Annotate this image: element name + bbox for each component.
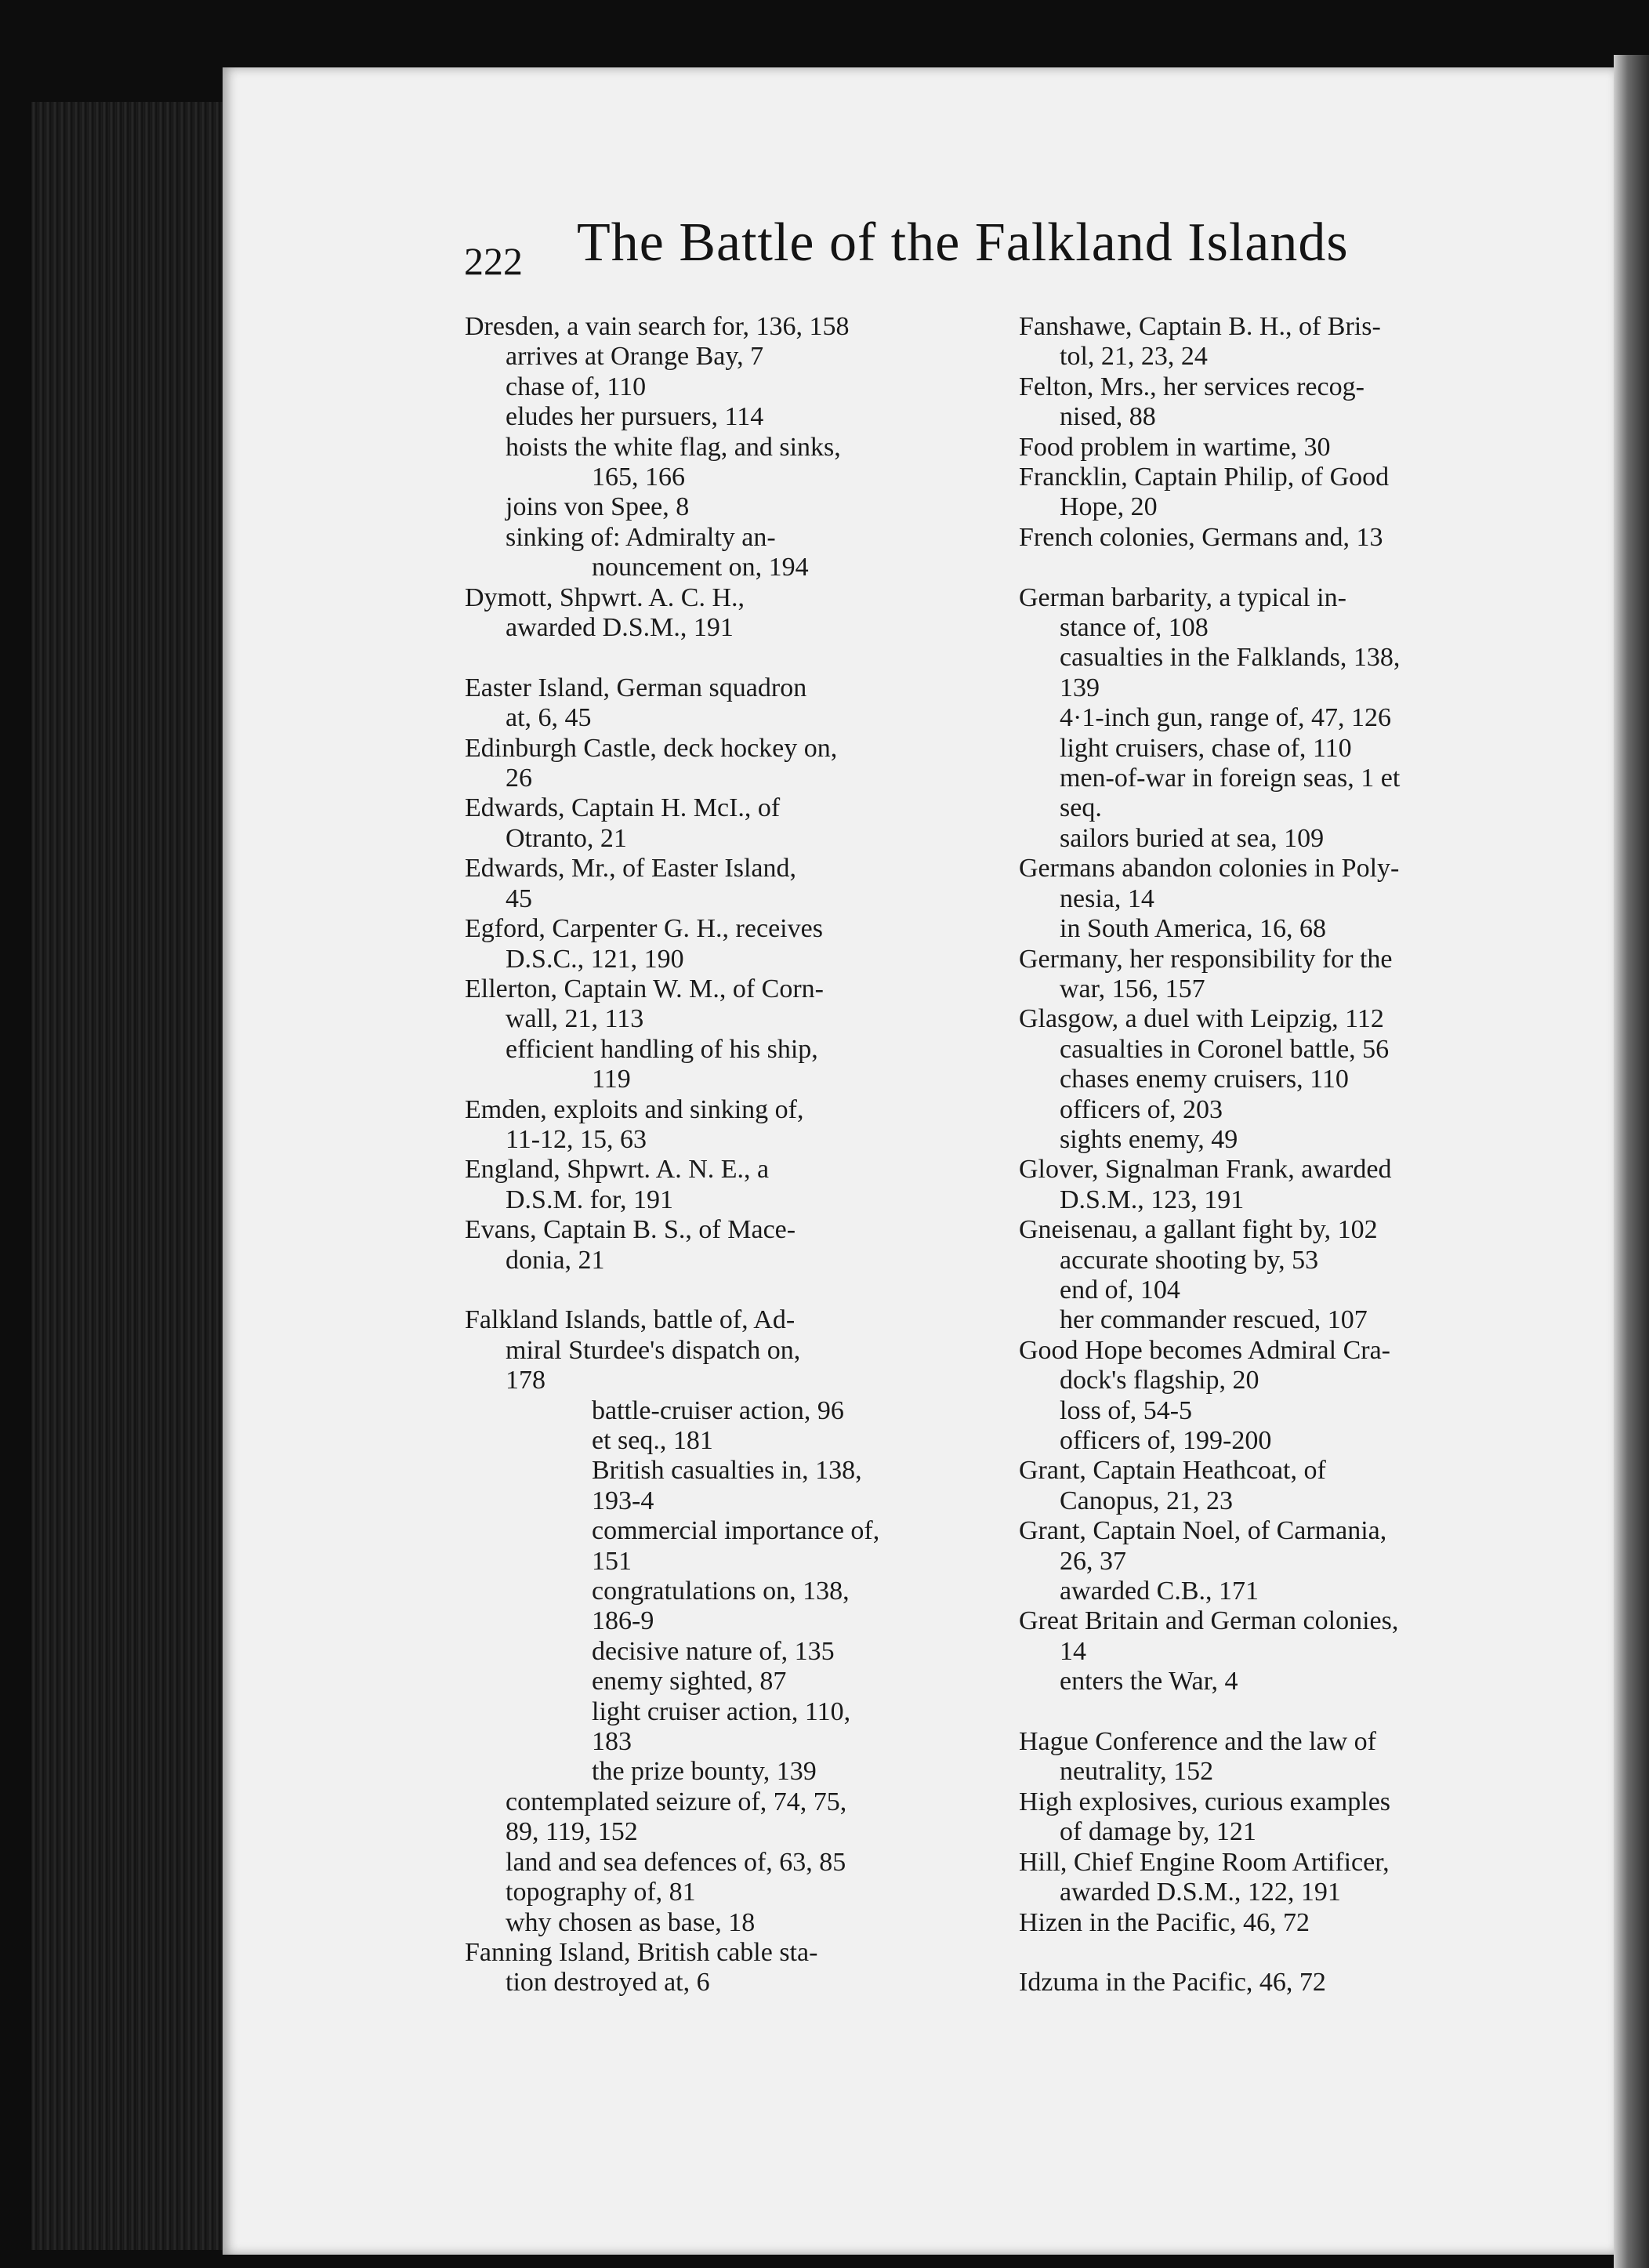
index-subentry: 165, 166: [592, 463, 685, 492]
index-subentry: 183: [592, 1727, 632, 1757]
index-subentry: enemy sighted, 87: [592, 1667, 787, 1696]
page-edge: [1614, 55, 1649, 2268]
index-subentry: accurate shooting by, 53: [1060, 1245, 1319, 1275]
index-subentry: efficient handling of his ship,: [506, 1034, 818, 1064]
index-entry: Gneisenau, a gallant fight by, 102: [1019, 1215, 1378, 1245]
index-subentry: contemplated seizure of, 74, 75,: [506, 1787, 847, 1816]
index-subentry: sinking of: Admiralty an-: [506, 522, 776, 552]
book-spine: [31, 102, 227, 2250]
index-subentry: hoists the white flag, and sinks,: [506, 432, 841, 462]
index-subentry: 119: [592, 1065, 631, 1094]
index-subentry: seq.: [1060, 793, 1102, 823]
index-subentry: 45: [506, 884, 532, 913]
index-subentry: 139: [1060, 673, 1100, 702]
index-subentry: D.S.M. for, 191: [506, 1185, 673, 1214]
index-subentry: commercial importance of,: [592, 1516, 880, 1546]
index-entry: Fanning Island, British cable sta-: [465, 1937, 818, 1967]
index-subentry: war, 156, 157: [1060, 974, 1205, 1003]
index-subentry: neutrality, 152: [1060, 1757, 1214, 1787]
index-entry: Emden, exploits and sinking of,: [465, 1094, 804, 1124]
index-subentry: wall, 21, 113: [506, 1004, 644, 1034]
index-entry: Edwards, Captain H. McI., of: [465, 793, 781, 823]
index-subentry: donia, 21: [506, 1245, 605, 1275]
index-subentry: D.S.M., 123, 191: [1060, 1185, 1245, 1214]
index-subentry: 26, 37: [1060, 1546, 1126, 1576]
index-subentry: 14: [1060, 1636, 1086, 1666]
index-subentry: officers of, 199-200: [1060, 1426, 1272, 1456]
index-subentry: nouncement on, 194: [592, 553, 809, 582]
index-subentry: British casualties in, 138,: [592, 1456, 862, 1486]
index-subentry: decisive nature of, 135: [592, 1636, 835, 1666]
section-gap: [1019, 553, 1532, 582]
index-subentry: topography of, 81: [506, 1878, 696, 1907]
index-subentry: land and sea defences of, 63, 85: [506, 1847, 846, 1877]
index-subentry: sailors buried at sea, 109: [1060, 823, 1325, 853]
index-subentry: chases enemy cruisers, 110: [1060, 1065, 1349, 1094]
index-subentry: 89, 119, 152: [506, 1817, 638, 1847]
index-entry: Great Britain and German colonies,: [1019, 1606, 1399, 1636]
index-subentry: nised, 88: [1060, 402, 1156, 432]
section-gap: [465, 643, 966, 673]
index-subentry: 26: [506, 764, 532, 793]
index-subentry: at, 6, 45: [506, 703, 592, 733]
index-subentry: chase of, 110: [506, 372, 647, 401]
index-entry: Grant, Captain Heathcoat, of: [1019, 1456, 1326, 1486]
index-entry: Egford, Carpenter G. H., receives: [465, 914, 823, 944]
index-subentry: tol, 21, 23, 24: [1060, 342, 1208, 372]
index-entry: Good Hope becomes Admiral Cra-: [1019, 1335, 1390, 1365]
index-subentry: congratulations on, 138,: [592, 1577, 850, 1606]
page-title: The Battle of the Falkland Islands: [577, 212, 1349, 273]
index-subentry: her commander rescued, 107: [1060, 1305, 1368, 1335]
index-subentry: D.S.C., 121, 190: [506, 944, 684, 974]
index-subentry: battle-cruiser action, 96: [592, 1395, 844, 1425]
index-entry: Grant, Captain Noel, of Carmania,: [1019, 1516, 1387, 1546]
index-subentry: loss of, 54-5: [1060, 1395, 1193, 1425]
index-subentry: 193-4: [592, 1486, 654, 1515]
index-subentry: in South America, 16, 68: [1060, 914, 1326, 944]
index-subentry: awarded D.S.M., 191: [506, 613, 734, 643]
index-subentry: et seq., 181: [592, 1426, 713, 1455]
index-subentry: sights enemy, 49: [1060, 1124, 1238, 1154]
section-gap: [1019, 1697, 1532, 1727]
index-subentry: officers of, 203: [1060, 1094, 1223, 1124]
index-entry: Felton, Mrs., her services recog-: [1019, 372, 1365, 401]
index-subentry: 11-12, 15, 63: [506, 1124, 647, 1154]
index-subentry: arrives at Orange Bay, 7: [506, 342, 764, 372]
index-subentry: men-of-war in foreign seas, 1 et: [1060, 764, 1401, 793]
page-number: 222: [464, 239, 523, 283]
index-column-left: [465, 312, 966, 1998]
section-gap: [465, 1276, 966, 1305]
index-subentry: tion destroyed at, 6: [506, 1968, 710, 1998]
index-entry: Ellerton, Captain W. M., of Corn-: [465, 974, 824, 1003]
index-subentry: light cruisers, chase of, 110: [1060, 733, 1352, 763]
index-column-right: [1019, 312, 1532, 1998]
running-head: [462, 212, 1481, 290]
index-subentry: 151: [592, 1546, 632, 1576]
index-entry: Hague Conference and the law of: [1019, 1727, 1376, 1757]
index-entry: German barbarity, a typical in-: [1019, 582, 1346, 612]
index-entry: Hizen in the Pacific, 46, 72: [1019, 1907, 1310, 1937]
index-subentry: awarded C.B., 171: [1060, 1577, 1259, 1606]
index-entry: Glover, Signalman Frank, awarded: [1019, 1155, 1392, 1185]
index-subentry: Hope, 20: [1060, 492, 1158, 522]
index-entry: Easter Island, German squadron: [465, 673, 807, 702]
index-subentry: Otranto, 21: [506, 823, 627, 853]
index-subentry: enters the War, 4: [1060, 1667, 1238, 1696]
index-entry: England, Shpwrt. A. N. E., a: [465, 1155, 770, 1185]
index-entry: Idzuma in the Pacific, 46, 72: [1019, 1968, 1326, 1998]
index-entry: French colonies, Germans and, 13: [1019, 522, 1383, 552]
index-subentry: light cruiser action, 110,: [592, 1696, 851, 1726]
index-subentry: 186-9: [592, 1606, 654, 1636]
index-entry: Fanshawe, Captain B. H., of Bris-: [1019, 312, 1381, 341]
index-entry: Edwards, Mr., of Easter Island,: [465, 854, 797, 884]
index-subentry: joins von Spee, 8: [506, 492, 690, 522]
index-entry: Dresden, a vain search for, 136, 158: [465, 312, 850, 341]
index-entry: Francklin, Captain Philip, of Good: [1019, 463, 1390, 492]
index-subentry: the prize bounty, 139: [592, 1757, 817, 1787]
index-subentry: Canopus, 21, 23: [1060, 1486, 1233, 1515]
index-subentry: end of, 104: [1060, 1275, 1180, 1305]
index-subentry: miral Sturdee's dispatch on,: [506, 1335, 801, 1365]
index-subentry: nesia, 14: [1060, 884, 1154, 913]
index-subentry: casualties in Coronel battle, 56: [1060, 1034, 1390, 1064]
index-entry: Germany, her responsibility for the: [1019, 944, 1393, 974]
index-entry: Germans abandon colonies in Poly-: [1019, 854, 1400, 884]
index-subentry: 178: [506, 1366, 545, 1395]
index-subentry: stance of, 108: [1060, 613, 1209, 643]
index-entry: Glasgow, a duel with Leipzig, 112: [1019, 1004, 1384, 1034]
index-subentry: eludes her pursuers, 114: [506, 402, 764, 432]
index-subentry: casualties in the Falklands, 138,: [1060, 643, 1401, 673]
index-entry: Dymott, Shpwrt. A. C. H.,: [465, 582, 745, 612]
index-entry: Edinburgh Castle, deck hockey on,: [465, 733, 838, 763]
index-subentry: awarded D.S.M., 122, 191: [1060, 1878, 1341, 1907]
section-gap: [1019, 1938, 1532, 1968]
index-entry: Food problem in wartime, 30: [1019, 432, 1331, 462]
index-subentry: 4·1-inch gun, range of, 47, 126: [1060, 703, 1392, 733]
index-subentry: of damage by, 121: [1060, 1817, 1256, 1847]
index-subentry: dock's flagship, 20: [1060, 1366, 1259, 1395]
index-entry: High explosives, curious examples: [1019, 1787, 1391, 1816]
index-entry: Hill, Chief Engine Room Artificer,: [1019, 1847, 1390, 1877]
index-entry: Evans, Captain B. S., of Mace-: [465, 1215, 796, 1245]
index-subentry: why chosen as base, 18: [506, 1907, 756, 1937]
index-entry: Falkland Islands, battle of, Ad-: [465, 1305, 796, 1335]
